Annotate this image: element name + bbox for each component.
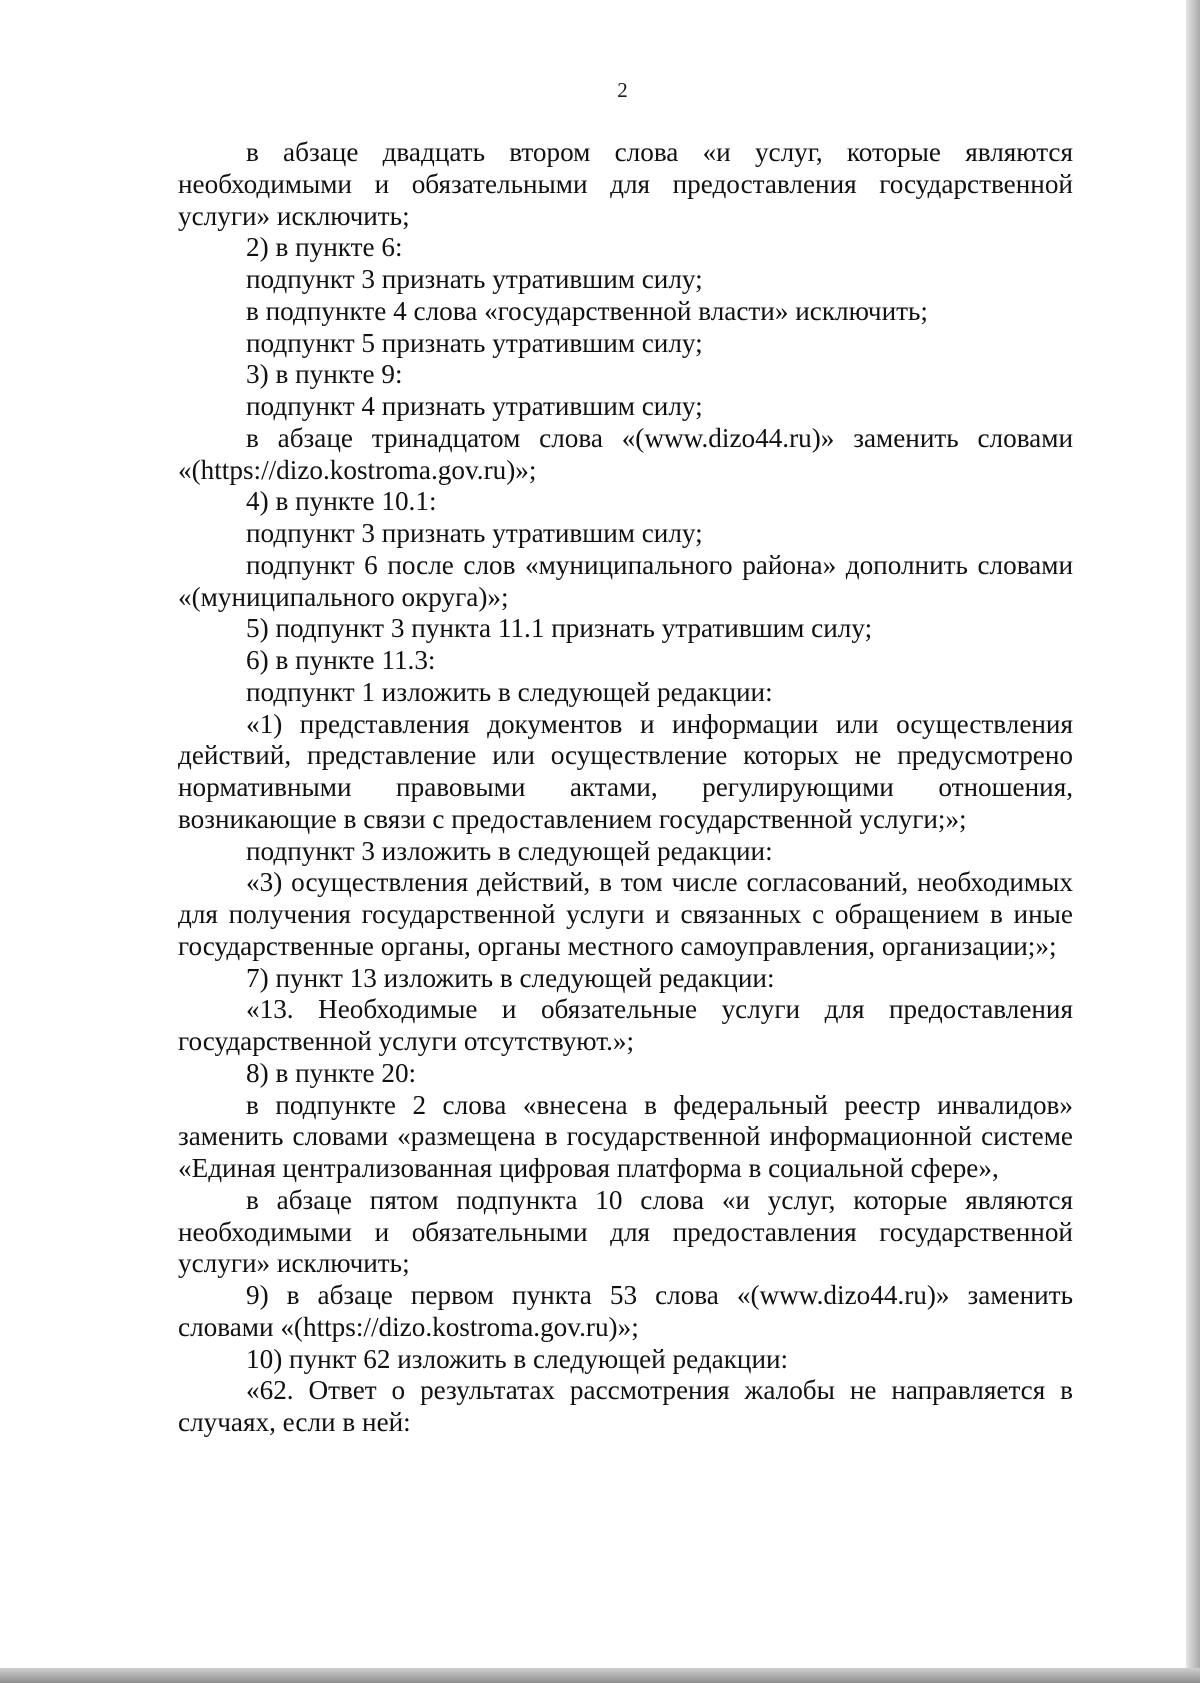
paragraph: 10) пункт 62 изложить в следующей редакции: (246, 1343, 789, 1374)
paragraph: в абзаце тринадцатом слова «(www.dizo44.ru)» заменить словами «(https://dizo.kostroma.gov.ru)»; (178, 422, 1073, 485)
paragraph: в подпункте 4 слова «государственной власти» исключить; (246, 295, 928, 326)
paragraph: в абзаце двадцать втором слова «и услуг, которые являются необходимыми и обязательными для предоставления государственной услуги» исключить; (178, 137, 1073, 231)
paragraph: «3) осуществления действий, в том числе согласований, необходимых для получения государственной услуги и связанных с обращением в иные государственные органы, органы местного самоуправления, организации;»; (178, 867, 1073, 961)
paragraph: 7) пункт 13 изложить в следующей редакции: (246, 962, 775, 993)
paragraph: в подпункте 2 слова «внесена в федеральный реестр инвалидов» заменить словами «размещена в государственной информационной системе «Единая централизованная цифровая платформа в социальной сфере», (178, 1089, 1073, 1183)
paragraph: 3) в пункте 9: (246, 359, 403, 390)
paragraph: подпункт 3 признать утратившим силу; (246, 264, 703, 294)
paragraph: подпункт 5 признать утратившим силу; (246, 327, 703, 358)
paragraph: 4) в пункте 10.1: (246, 486, 437, 517)
paragraph: 2) в пункте 6: (246, 232, 403, 263)
paragraph: подпункт 3 признать утратившим силу; (246, 518, 703, 548)
paragraph: 8) в пункте 20: (246, 1057, 417, 1088)
paragraph: «1) представления документов и информации или осуществления действий, представление или осуществление которых не предусмотрено нормативными правовыми актами, регулирующими отношения, возникающие в связи с предоставлением государственной услуги;»; (178, 708, 1073, 834)
document-body (178, 137, 1073, 1439)
paragraph: 9) в абзаце первом пункта 53 слова «(www.dizo44.ru)» заменить словами «(https://dizo.kostroma.gov.ru)»; (178, 1280, 1073, 1342)
page-number: 2 (617, 78, 628, 102)
paragraph: подпункт 4 признать утратившим силу; (246, 391, 703, 421)
paragraph: подпункт 6 после слов «муниципального района» дополнить словами «(муниципального округа)»; (178, 549, 1073, 612)
paragraph: «62. Ответ о результатах рассмотрения жалобы не направляется в случаях, если в ней: (178, 1375, 1073, 1437)
paragraph: «13. Необходимые и обязательные услуги для предоставления государственной услуги отсутствуют.»; (178, 994, 1073, 1056)
paragraph: 6) в пункте 11.3: (246, 645, 436, 675)
scan-shadow-bottom (0, 1668, 1200, 1683)
paragraph: в абзаце пятом подпункта 10 слова «и услуг, которые являются необходимыми и обязательными для предоставления государственной услуги» исключить; (178, 1184, 1073, 1279)
paragraph: 5) подпункт 3 пункта 11.1 признать утратившим силу; (246, 613, 873, 644)
paragraph: подпункт 3 изложить в следующей редакции: (246, 835, 773, 866)
scan-shadow-right (1186, 0, 1200, 1683)
paragraph: подпункт 1 изложить в следующей редакции: (246, 676, 773, 707)
